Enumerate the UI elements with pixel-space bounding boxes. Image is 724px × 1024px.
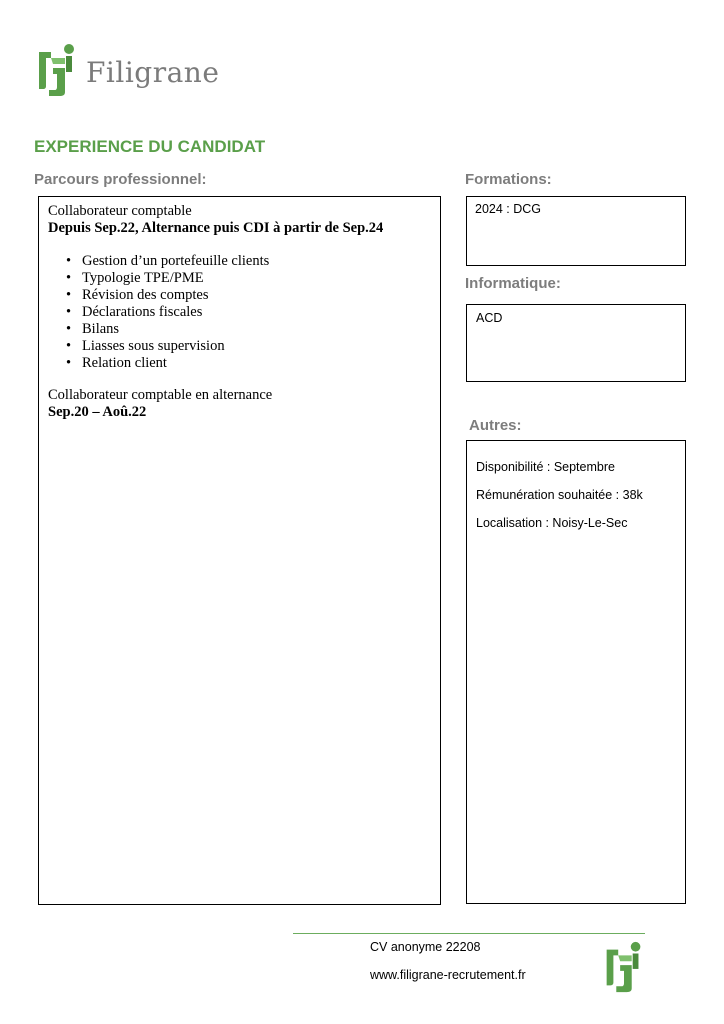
list-item: • Gestion d’un portefeuille clients (48, 253, 269, 270)
website-link[interactable]: www.filigrane-recrutement.fr (370, 968, 526, 982)
cv-reference: CV anonyme 22208 (370, 940, 481, 954)
footer-divider (293, 933, 645, 934)
parcours-heading: Parcours professionnel: (34, 171, 207, 188)
list-item: • Déclarations fiscales (48, 304, 269, 321)
autres-list (476, 459, 643, 543)
informatique-value: ACD (476, 311, 503, 325)
informatique-box (466, 304, 686, 382)
list-item: • Relation client (48, 355, 269, 372)
list-item: Disponibilité : Septembre (476, 460, 615, 474)
brand-name: Filigrane (86, 56, 220, 89)
filigrane-logo-icon (604, 940, 644, 994)
job-dates: Sep.20 – Aoû.22 (48, 404, 147, 420)
list-item: Rémunération souhaitée : 38k (476, 488, 643, 502)
autres-heading: Autres: (469, 417, 522, 434)
filigrane-logo-icon (37, 42, 77, 98)
task-list (48, 253, 269, 372)
brand-logo (37, 42, 220, 98)
formations-box (466, 196, 686, 266)
section-title: EXPERIENCE DU CANDIDAT (34, 137, 266, 156)
list-item: • Liasses sous supervision (48, 338, 269, 355)
formations-heading: Formations: (465, 171, 552, 188)
job-entry (48, 203, 383, 237)
parcours-box (38, 196, 441, 905)
job-entry (48, 387, 272, 421)
informatique-heading: Informatique: (465, 275, 561, 292)
list-item: Localisation : Noisy-Le-Sec (476, 516, 628, 530)
job-dates: Depuis Sep.22, Alternance puis CDI à partir de Sep.24 (48, 220, 384, 236)
list-item: • Bilans (48, 321, 269, 338)
footer-logo (604, 940, 644, 994)
autres-box (466, 440, 686, 904)
list-item: • Typologie TPE/PME (48, 270, 269, 287)
list-item: • Révision des comptes (48, 287, 269, 304)
formations-value: 2024 : DCG (475, 202, 542, 216)
job-title: Collaborateur comptable en alternance (48, 387, 273, 403)
job-title: Collaborateur comptable (48, 203, 192, 219)
